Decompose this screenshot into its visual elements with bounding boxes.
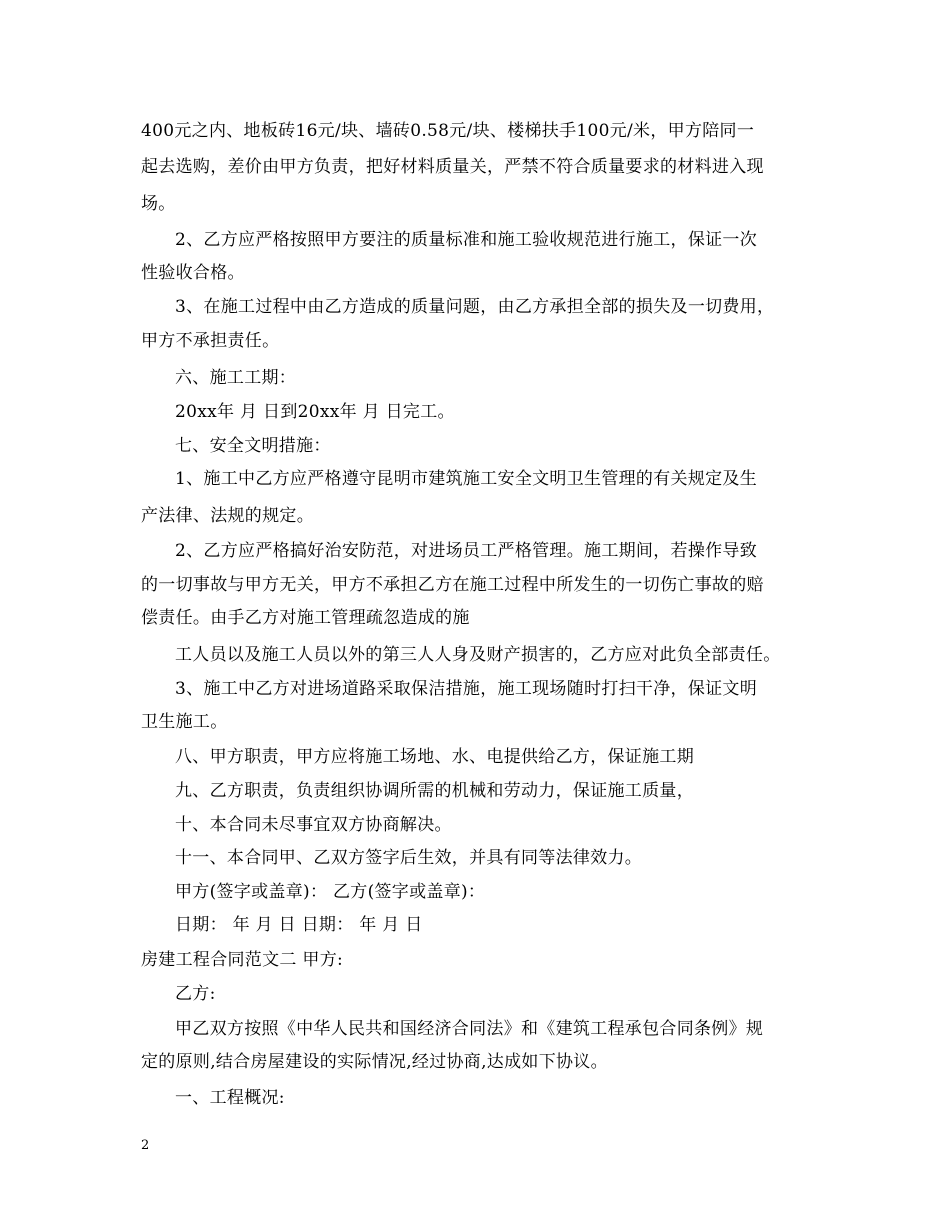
page-number: 2 <box>141 1138 150 1153</box>
text-line: 十一、本合同甲、乙双方签字后生效，并具有同等法律效力。 <box>175 848 643 868</box>
section-heading: 七、安全文明措施： <box>175 436 331 456</box>
text-line: 2、乙方应严格搞好治安防范，对进场员工严格管理。施工期间，若操作导致 <box>175 541 758 561</box>
text-line: 甲方不承担责任。 <box>141 331 280 351</box>
text-line: 九、乙方职责，负责组织协调所需的机械和劳动力，保证施工质量， <box>175 781 694 801</box>
text-line: 工人员以及施工人员以外的第三人人身及财产损害的，乙方应对此负全部责任。 <box>175 645 781 665</box>
text-line: 1、施工中乙方应严格遵守昆明市建筑施工安全文明卫生管理的有关规定及生 <box>175 469 758 489</box>
text-line: 400元之内、地板砖16元/块、墙砖0.58元/块、楼梯扶手100元/米，甲方陪同一 <box>141 121 755 141</box>
text-line: 八、甲方职责，甲方应将施工场地、水、电提供给乙方，保证施工期 <box>175 747 694 767</box>
text-line: 甲乙双方按照《中华人民共和国经济合同法》和《建筑工程承包合同条例》规 <box>175 1019 764 1039</box>
text-line: 卫生施工。 <box>141 712 228 732</box>
signature-line: 甲方(签字或盖章)： 乙方(签字或盖章)： <box>175 882 486 902</box>
text-line: 3、在施工过程中由乙方造成的质量问题，由乙方承担全部的损失及一切费用， <box>175 297 775 317</box>
text-line: 定的原则,结合房屋建设的实际情况,经过协商,达成如下协议。 <box>141 1052 608 1072</box>
text-line: 2、乙方应严格按照甲方要注的质量标准和施工验收规范进行施工，保证一次 <box>175 230 758 250</box>
text-line: 乙方: <box>175 984 216 1004</box>
text-line: 起去选购，差价由甲方负责，把好材料质量关，严禁不符合质量要求的材料进入现 <box>141 157 764 177</box>
text-line: 产法律、法规的规定。 <box>141 506 314 526</box>
section-heading: 一、工程概况: <box>175 1088 285 1108</box>
section-title: 房建工程合同范文二 甲方: <box>141 950 344 970</box>
text-line: 性验收合格。 <box>141 263 245 283</box>
text-line: 场。 <box>141 194 176 214</box>
section-heading: 六、施工工期： <box>175 368 297 388</box>
text-line: 偿责任。由手乙方对施工管理疏忽造成的施 <box>141 608 470 628</box>
text-line: 3、施工中乙方对进场道路采取保洁措施，施工现场随时打扫干净，保证文明 <box>175 679 758 699</box>
text-line: 十、本合同未尽事宜双方协商解决。 <box>175 815 452 835</box>
text-line: 的一切事故与甲方无关，甲方不承担乙方在施工过程中所发生的一切伤亡事故的赔 <box>141 575 764 595</box>
date-line: 日期： 年 月 日 日期： 年 月 日 <box>175 915 423 935</box>
text-line: 20xx年 月 日到20xx年 月 日完工。 <box>175 402 455 422</box>
